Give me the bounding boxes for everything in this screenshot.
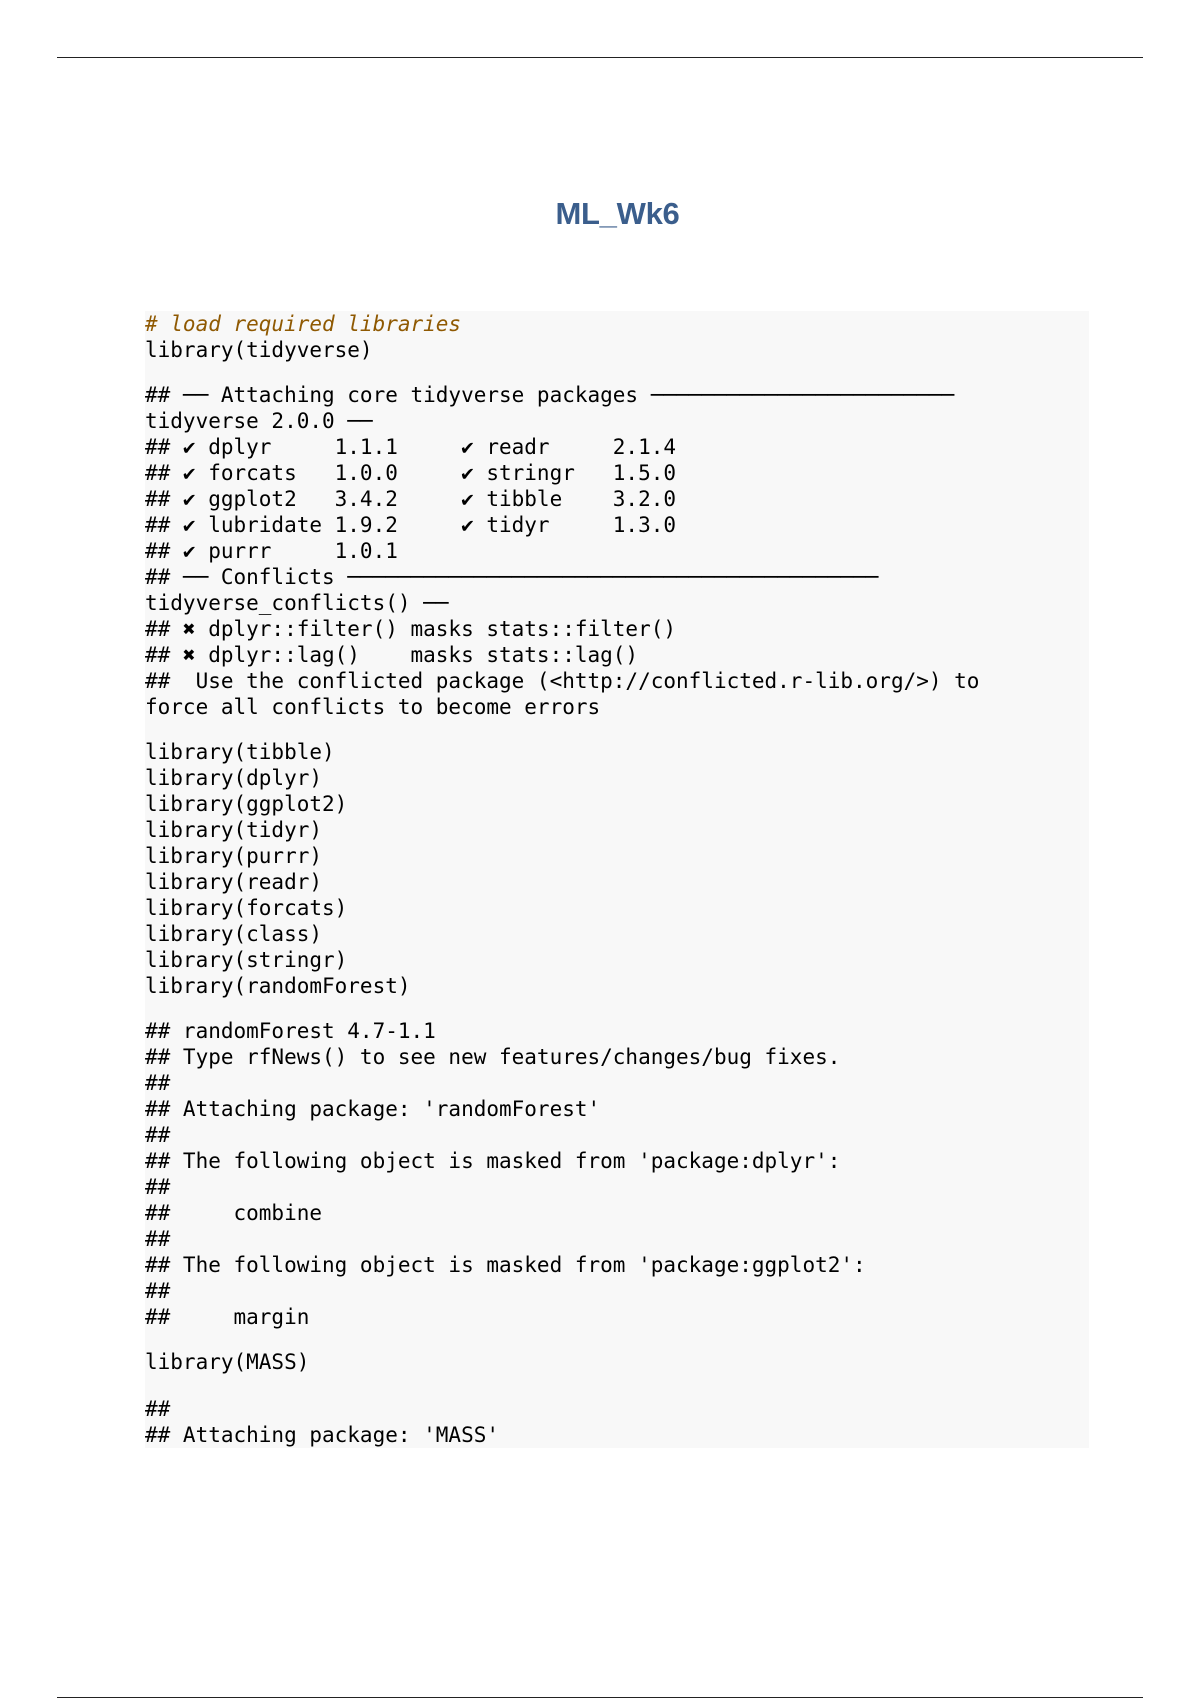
console-output-block [145,382,1089,720]
output-line: ## The following object is masked from 'package:dplyr': [145,1149,841,1173]
output-line: force all conflicts to become errors [145,695,601,719]
output-line: ## ✔ purrr 1.0.1 [145,539,398,563]
output-line: ## ✔ ggplot2 3.4.2 ✔ tibble 3.2.0 [145,487,677,511]
code-line: library(ggplot2) [145,792,348,816]
chunk-gap [145,999,1089,1018]
code-line: library(tidyverse) [145,338,373,362]
output-line: ## ✔ dplyr 1.1.1 ✔ readr 2.1.4 [145,435,677,459]
output-line: ## ✔ lubridate 1.9.2 ✔ tidyr 1.3.0 [145,513,677,537]
output-line: tidyverse 2.0.0 ── [145,409,373,433]
source-code-block [145,739,1089,999]
code-line: library(stringr) [145,948,348,972]
output-line: ## ── Conflicts ────────────────────────────────────────── [145,565,879,589]
output-line: ## margin [145,1305,310,1329]
code-line: library(MASS) [145,1350,310,1374]
code-line: library(tibble) [145,740,335,764]
console-output-block [145,1018,1089,1330]
output-line: ## Type rfNews() to see new features/changes/bug fixes. [145,1045,841,1069]
output-line: ## Attaching package: 'randomForest' [145,1097,601,1121]
code-line: library(tidyr) [145,818,323,842]
code-line: library(forcats) [145,896,348,920]
output-line: ## [145,1227,171,1251]
code-line: library(purrr) [145,844,323,868]
output-line: ## ✖ dplyr::filter() masks stats::filter() [145,617,677,641]
code-line: library(dplyr) [145,766,323,790]
output-line: ## [145,1123,171,1147]
output-line: ## The following object is masked from 'package:ggplot2': [145,1253,866,1277]
chunk-gap [145,1330,1089,1349]
output-line: ## ── Attaching core tidyverse packages ──────────────────────── [145,383,955,407]
output-line: tidyverse_conflicts() ── [145,591,449,615]
code-line: library(readr) [145,870,323,894]
output-line: ## ✔ forcats 1.0.0 ✔ stringr 1.5.0 [145,461,677,485]
output-line: ## [145,1397,171,1421]
chunk-gap [145,720,1089,739]
code-line: library(randomForest) [145,974,411,998]
footer-rule [57,1697,1143,1698]
output-line: ## [145,1175,171,1199]
chunk-gap [145,1375,1089,1396]
code-line: library(class) [145,922,323,946]
header-rule [57,57,1143,58]
output-line: ## randomForest 4.7-1.1 [145,1019,436,1043]
console-output-block [145,1396,1089,1448]
output-line: ## combine [145,1201,323,1225]
source-code-block [145,311,1089,363]
output-line: ## ✖ dplyr::lag() masks stats::lag() [145,643,639,667]
output-line: ## [145,1279,171,1303]
output-line: ## [145,1071,171,1095]
page-title: ML_Wk6 [555,196,680,231]
code-area [145,311,1089,1448]
output-line: ## Attaching package: 'MASS' [145,1423,500,1447]
chunk-gap [145,363,1089,382]
output-line: ## Use the conflicted package (<http://conflicted.r-lib.org/>) to [145,669,980,693]
source-code-block [145,1349,1089,1375]
code-comment-line: # load required libraries [145,312,462,336]
